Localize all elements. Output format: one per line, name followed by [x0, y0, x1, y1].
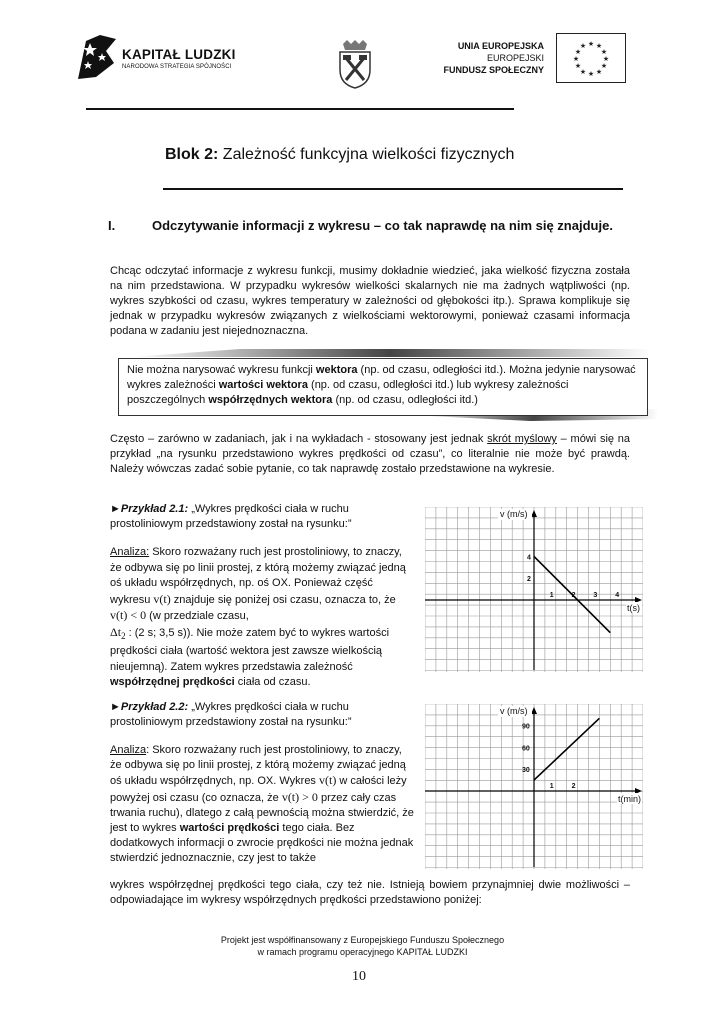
ex1-m3: Δt	[110, 624, 122, 639]
note-box	[110, 349, 658, 421]
page-title-prefix: Blok 2:	[165, 146, 219, 163]
ex2-m2: v(t) > 0	[281, 789, 318, 804]
box-t4: (np. od czasu, odległości itd.)	[332, 394, 478, 406]
svg-text:★: ★	[574, 62, 582, 70]
footer-line1: Projekt jest współfinansowany z Europejskiego Funduszu Społecznego	[220, 935, 505, 945]
footer	[110, 934, 615, 958]
svg-text:★: ★	[600, 62, 608, 70]
ex2-a2: w całości leży powyżej osi czasu (co oznacza, że	[110, 775, 407, 804]
y-tick-label: 90	[522, 723, 530, 731]
series-line	[534, 556, 610, 632]
x-axis-label: t(min)	[618, 794, 641, 804]
velocity-chart-1	[425, 507, 643, 672]
para2-u1: skrót myślowy	[487, 433, 557, 445]
footer-line2: w ramach programu operacyjnego KAPITAŁ LUDZKI	[257, 947, 468, 957]
shortcut-paragraph	[110, 432, 630, 477]
kapital-ludzki-logo	[76, 33, 246, 85]
page-title-text: Zależność funkcyjna wielkości fizycznych	[218, 146, 515, 163]
box-t2: (np. od czasu, odległości itd.). Można jedynie narysować wykres zależności	[127, 364, 636, 391]
eu-flag	[556, 33, 626, 83]
eu-line2: EUROPEJSKI	[486, 53, 544, 63]
x-tick-label: 3	[593, 592, 598, 599]
page-number: 10	[352, 969, 366, 984]
example-1-quote: „Wykres prędkości ciała w ruchu prostoliniowym przedstawiony został na rysunku:”	[110, 503, 352, 530]
ex1-a1: Skoro rozważany ruch jest prostoliniowy, to znaczy, że odbywa się po linii prostej, z którą możemy związać jedną oś układu współrzędnych, np. oś OX. Ponieważ część wykresu	[110, 546, 406, 606]
section-title: Odczytywanie informacji z wykresu – co tak naprawdę na nim się znajduje.	[152, 218, 613, 233]
svg-text:★: ★	[595, 68, 603, 76]
x-tick-label: 1	[549, 592, 554, 599]
kapital-ludzki-emblem-icon	[76, 33, 118, 81]
example-1-label: Przykład 2.1:	[120, 503, 189, 515]
y-tick-label: 2	[527, 576, 531, 584]
eu-label	[434, 40, 544, 76]
header-divider	[86, 108, 514, 110]
kapital-ludzki-subtitle: NARODOWA STRATEGIA SPÓJNOŚCI	[122, 64, 232, 70]
box-t3: (np. od czasu, odległości itd.) lub wykresy zależności poszczególnych	[127, 379, 569, 406]
example-2-header	[110, 700, 415, 730]
example-2-marker: ►	[110, 701, 121, 713]
svg-text:★: ★	[574, 48, 582, 56]
ex1-a5: ciała od czasu.	[234, 676, 311, 689]
example-2-analysis-label: Analiza	[110, 744, 147, 756]
y-axis-label: v (m/s)	[500, 509, 528, 519]
ex2-a1: : Skoro rozważany ruch jest prostoliniowy, to znaczy, że odbywa się po linii prostej, z którą możemy związać jedną oś układu współrzędnych, np. OX. Wykres	[110, 744, 406, 788]
svg-text:★: ★	[600, 48, 608, 56]
y-tick-label: 30	[522, 767, 530, 775]
para2-t1: Często – zarówno w zadaniach, jak i na wykładach - stosowany jest jednak	[110, 433, 488, 445]
section-number: I.	[108, 218, 116, 233]
example-2-label: Przykład 2.2:	[120, 701, 189, 713]
ex2-a4: tego ciała. Bez dodatkowych informacji o zwrocie prędkości nie można jednak stwierdzić jednoznacznie, czy jest to także	[110, 822, 414, 865]
example-2-continuation: wykres współrzędnej prędkości tego ciała, czy też nie. Istnieją bowiem przynajmniej dwie możliwości – odpowiadające im wykresy współrzędnych prędkości przedstawiono poniżej:	[110, 879, 630, 906]
y-axis-label: v (m/s)	[500, 706, 528, 716]
ex1-a3: (w przedziale czasu,	[146, 610, 249, 622]
svg-text:★: ★	[587, 40, 595, 48]
x-tick-label: 4	[615, 592, 620, 599]
ex1-a4: : (2 s; 3,5 s)). Nie może zatem być to wykres wartości prędkości ciała (wartość wektora jest zawsze wielkością nieujemną). Zatem wykres przedstawia zależność	[110, 626, 390, 673]
ex2-bold: wartości prędkości	[179, 822, 280, 835]
eu-line1: UNIA EUROPEJSKA	[457, 41, 544, 51]
x-tick-label: 2	[571, 783, 576, 790]
x-tick-label: 2	[571, 592, 576, 599]
svg-text:★: ★	[595, 42, 603, 50]
kapital-ludzki-title: KAPITAŁ LUDZKI	[122, 47, 236, 62]
para2-t2: – mówi się na przykład „na rysunku przedstawiono wykres prędkości od czasu”, co literalnie nie może być prawdą. Należy wówczas zadać sobie pytanie, co tak naprawdę zostało przedstawione na wykresie.	[110, 433, 631, 475]
example-1-marker: ►	[110, 503, 121, 515]
note-box-text	[118, 358, 648, 416]
svg-text:★: ★	[579, 42, 587, 50]
example-2-quote: „Wykres prędkości ciała w ruchu prostoliniowym przedstawiony został na rysunku:”	[110, 701, 352, 728]
ex1-m1: v(t)	[153, 591, 171, 606]
ex1-m2: v(t) < 0	[110, 608, 147, 622]
intro-paragraph: Chcąc odczytać informacje z wykresu funkcji, musimy dokładnie wiedzieć, jaka wielkość fizyczna została na nim przedstawiona. W przypadku wykresów wielkości skalarnych nie ma żadnych wątpliwości (np. wykres szybkości od czasu, wykres temperatury w zależności od głębokości itp.). Sprawa komplikuje się jednak w przypadku wykresów związanych z wielkościami wektorowymi, ponieważ czasami informacja podana w zadaniu jest niejednoznaczna.	[110, 265, 630, 337]
example-1-analysis	[110, 545, 415, 691]
example-2-text	[110, 700, 415, 867]
y-tick-label: 4	[527, 554, 531, 562]
box-b2: wartości wektora	[218, 379, 308, 391]
velocity-chart-2	[425, 704, 643, 869]
svg-text:★: ★	[587, 70, 595, 78]
eu-line3: FUNDUSZ SPOŁECZNY	[443, 65, 544, 75]
example-2-analysis	[110, 743, 415, 867]
y-tick-label: 60	[522, 745, 530, 753]
example-1-header	[110, 502, 415, 532]
ex1-m3sub: 2	[121, 630, 126, 641]
crest-icon	[335, 38, 375, 90]
x-tick-label: 1	[549, 783, 554, 790]
svg-text:★: ★	[572, 55, 580, 63]
eu-stars-icon	[557, 34, 625, 82]
ex1-bold: współrzędnej prędkości	[110, 676, 235, 689]
x-axis-label: t(s)	[627, 603, 640, 613]
ex2-m1: v(t)	[319, 773, 337, 788]
ex2-a3: przez cały czas trwania ruchu), dlatego z całą pewnością można stwierdzić, że jest to wykres	[110, 791, 414, 835]
box-b1: wektora	[315, 364, 358, 376]
coat-of-arms	[335, 38, 375, 90]
title-divider	[163, 188, 623, 190]
ex1-a2: znajduje się poniżej osi czasu, oznacza to, że	[170, 593, 396, 606]
page-title	[165, 146, 514, 164]
box-b3: współrzędnych wektora	[208, 394, 333, 406]
box-t1: Nie można narysować wykresu funkcji	[127, 364, 316, 376]
example-1-analysis-label: Analiza:	[110, 546, 150, 558]
svg-text:★: ★	[579, 68, 587, 76]
svg-text:★: ★	[602, 55, 610, 63]
example-1-text	[110, 502, 415, 691]
